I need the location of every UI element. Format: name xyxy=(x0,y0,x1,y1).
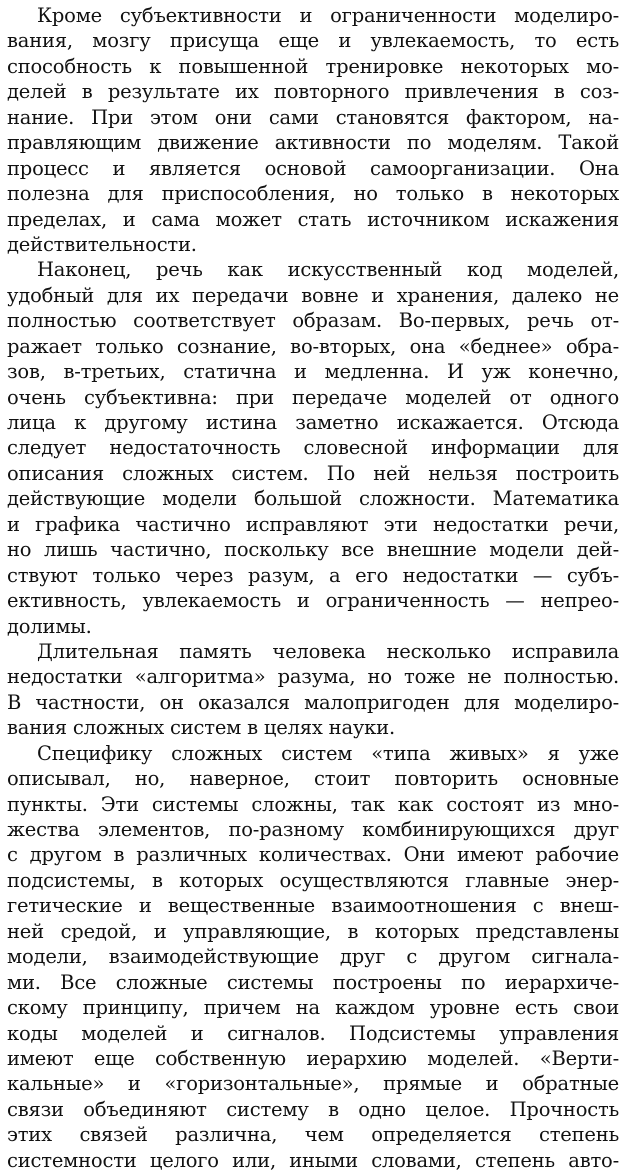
text-line: жества элементов, по-разному комбинирующихся друг xyxy=(7,818,619,841)
text-line: системности целого или, иными словами, степень авто- xyxy=(7,1148,619,1172)
text-line: с другом в различных количествах. Они имеют рабочие xyxy=(7,843,619,867)
paragraph-2 xyxy=(7,257,619,639)
text-line: пределах, и сама может стать источником искажения xyxy=(7,207,619,231)
text-line: вания, мозгу присуща еще и увлекаемость, то есть xyxy=(7,29,619,53)
text-line: недостатки «алгоритма» разума, но тоже не полностью. xyxy=(7,665,619,689)
text-line: описания сложных систем. По ней нельзя построить xyxy=(7,461,619,485)
text-line: ражает только сознание, во-вторых, она «беднее» обра- xyxy=(7,334,619,358)
paragraph-1 xyxy=(7,3,619,257)
text-line: гетические и вещественные взаимоотношения с внеш- xyxy=(7,894,619,918)
text-line: ствуют только через разум, а его недостатки — субъ- xyxy=(7,563,619,587)
text-line: зов, в-третьих, статична и медленна. И уж конечно, xyxy=(7,360,619,384)
text-line: пункты. Эти системы сложны, так как состоят из мно- xyxy=(7,792,619,816)
text-line: В частности, он оказался малопригоден для моделиро- xyxy=(7,690,619,714)
text-line: Специфику сложных систем «типа живых» я уже xyxy=(37,741,619,765)
text-line: очень субъективна: при передаче моделей от одного xyxy=(7,385,619,409)
text-line: этих связей различна, чем определяется степень xyxy=(7,1123,619,1147)
text-line: и графика частично исправляют эти недостатки речи, xyxy=(7,512,619,536)
text-line: действительности. xyxy=(7,232,197,256)
page-text xyxy=(7,3,619,1173)
text-line: лица к другому истина заметно искажается. Отсюда xyxy=(7,411,619,434)
text-line: имеют еще собственную иерархию моделей. «Верти- xyxy=(7,1046,619,1070)
text-line: связи объединяют систему в одно целое. Прочность xyxy=(7,1097,619,1121)
paragraph-3 xyxy=(7,639,619,741)
text-line: ективность, увлекаемость и ограниченность — непрео- xyxy=(7,589,619,613)
text-line: удобный для их передачи вовне и хранения, далеко не xyxy=(7,283,619,307)
text-line: полностью соответствует образам. Во-первых, речь от- xyxy=(7,309,619,333)
text-line: долимы. xyxy=(7,614,92,638)
text-line: кальные» и «горизонтальные», прямые и обратные xyxy=(7,1072,619,1096)
text-line: следует недостаточность словесной информации для xyxy=(7,436,619,460)
text-line: скому принципу, причем на каждом уровне есть свои xyxy=(7,996,619,1020)
text-line: полезна для приспособления, но только в некоторых xyxy=(7,182,619,206)
text-line: способность к повышенной тренировке некоторых мо- xyxy=(7,54,619,78)
text-line: коды моделей и сигналов. Подсистемы управления xyxy=(7,1021,619,1045)
text-line: но лишь частично, поскольку все внешние модели дей- xyxy=(7,538,619,562)
text-line: ми. Все сложные системы построены по иерархиче- xyxy=(7,970,619,994)
paragraph-4 xyxy=(7,741,619,1173)
text-line: описывал, но, наверное, стоит повторить основные xyxy=(7,767,619,791)
text-line: Наконец, речь как искусственный код моделей, xyxy=(37,258,619,282)
text-line: ней средой, и управляющие, в которых представлены xyxy=(7,919,619,943)
text-line: подсистемы, в которых осуществляются главные энер- xyxy=(7,868,619,892)
text-line: вания сложных систем в целях науки. xyxy=(7,716,395,740)
text-line: правляющим движение активности по моделям. Такой xyxy=(7,131,619,155)
text-line: нание. При этом они сами становятся фактором, на- xyxy=(7,105,619,129)
text-line: Кроме субъективности и ограниченности моделиро- xyxy=(37,4,619,27)
text-line: процесс и является основой самоорганизации. Она xyxy=(7,156,619,180)
text-line: модели, взаимодействующие друг с другом сигнала- xyxy=(7,945,619,969)
text-line: действующие модели большой сложности. Математика xyxy=(7,487,619,511)
text-line: делей в результате их повторного привлечения в соз- xyxy=(7,80,619,104)
text-line: Длительная память человека несколько исправила xyxy=(37,639,619,663)
